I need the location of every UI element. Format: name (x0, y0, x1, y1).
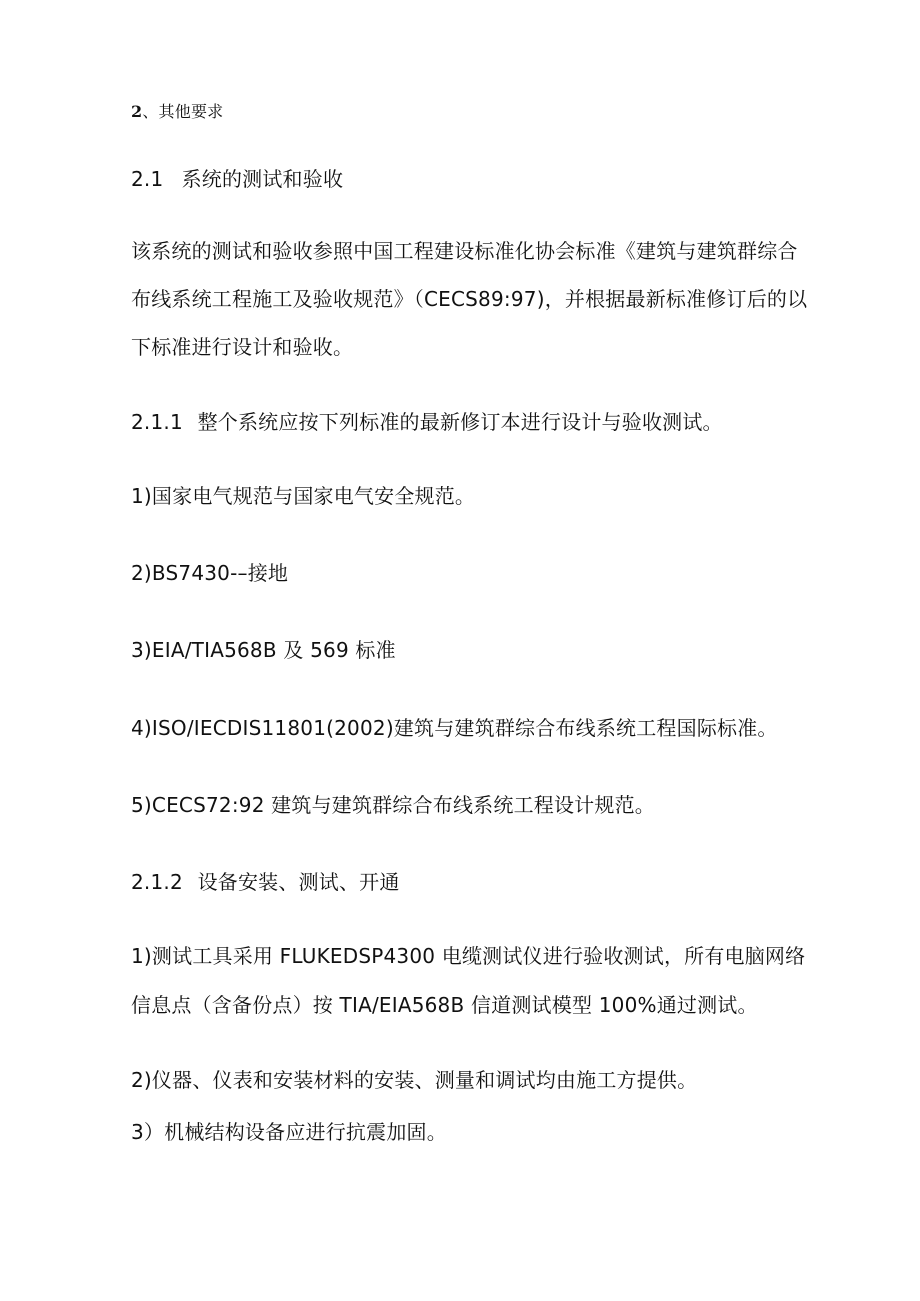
intro-paragraph-line-3: 下标准进行设计和验收。 (131, 335, 354, 359)
standards-list-item: 3)EIA/TIA568B 及 569 标准 (131, 638, 396, 662)
standards-list-item: 2)BS7430-–接地 (131, 561, 289, 585)
section-heading-number: 2 (131, 102, 143, 121)
subsection-2-1-number: 2.1 (131, 167, 164, 191)
install-item-1-line-1: 1)测试工具采用 FLUKEDSP4300 电缆测试仪进行验收测试，所有电脑网络 (131, 944, 806, 968)
subsection-2-1-2-number: 2.1.2 (131, 870, 183, 894)
subsection-2-1-2-heading (131, 868, 400, 896)
subsection-2-1-1-number: 2.1.1 (131, 410, 183, 434)
intro-paragraph-line-2: 布线系统工程施工及验收规范》（CECS89:97)，并根据最新标准修订后的以 (131, 287, 808, 311)
intro-paragraph-line-1: 该系统的测试和验收参照中国工程建设标准化协会标准《建筑与建筑群综合 (131, 239, 798, 263)
install-item-1-line-2: 信息点（含备份点）按 TIA/EIA568B 信道测试模型 100%通过测试。 (131, 993, 758, 1017)
standards-list-item: 5)CECS72:92 建筑与建筑群综合布线系统工程设计规范。 (131, 793, 655, 817)
standards-list-item: 1)国家电气规范与国家电气安全规范。 (131, 484, 476, 508)
subsection-2-1-1-heading (131, 408, 723, 436)
install-item-2: 2)仪器、仪表和安装材料的安装、测量和调试均由施工方提供。 (131, 1068, 698, 1092)
subsection-2-1-title: 系统的测试和验收 (181, 167, 344, 191)
section-heading-text: 、其他要求 (142, 102, 224, 121)
subsection-2-1-heading (131, 165, 343, 193)
standards-list-item: 4)ISO/IECDIS11801(2002)建筑与建筑群综合布线系统工程国际标准。 (131, 716, 778, 740)
subsection-2-1-1-title: 整个系统应按下列标准的最新修订本进行设计与验收测试。 (197, 410, 723, 434)
install-item-3: 3）机械结构设备应进行抗震加固。 (131, 1120, 447, 1144)
subsection-2-1-2-title: 设备安装、测试、开通 (197, 870, 400, 894)
section-heading (131, 98, 223, 126)
